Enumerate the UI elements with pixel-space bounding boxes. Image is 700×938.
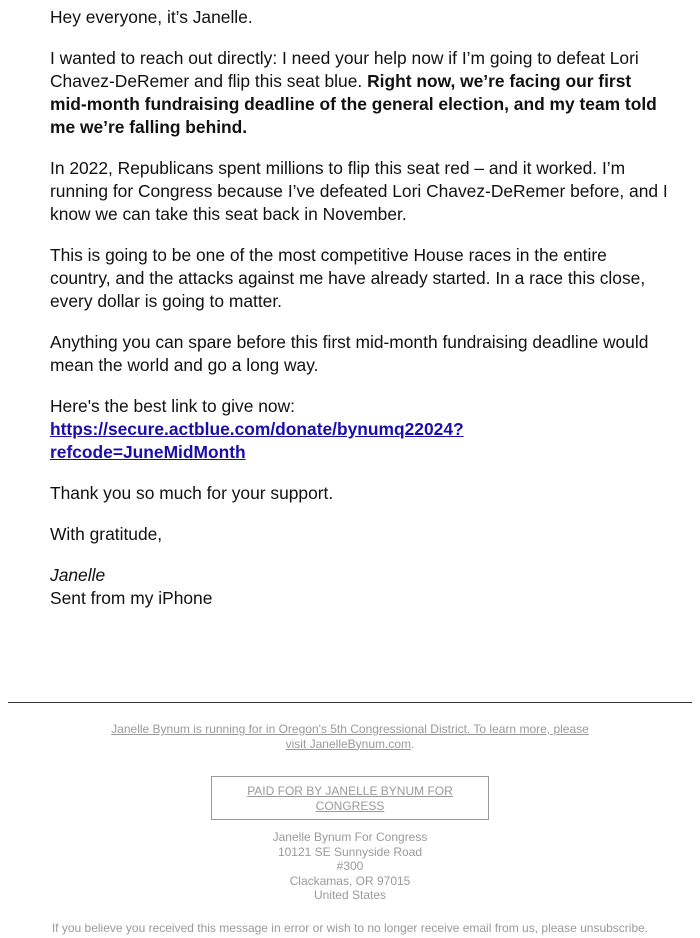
unsubscribe-text[interactable]: If you believe you received this message in error or wish to no longer receive email from us, please unsubscribe. [51,920,649,935]
learn-more-link[interactable]: Janelle Bynum is running for in Oregon's 5th Congressional District. To learn more, please visit JanelleBynum.com [111,722,589,751]
paragraph-1 [50,47,670,139]
paragraph-4: Anything you can spare before this first mid-month fundraising deadline would mean the world and go a long way. [50,332,649,375]
donate-intro: Here's the best link to give now: [50,396,295,416]
paragraph-1-bold: Right now, we’re facing our first mid-month fundraising deadline of the general election, and my team told me we’re falling behind. [50,71,657,137]
mailing-address [0,830,700,903]
footer [0,722,700,935]
signature [50,564,670,610]
footer-note [105,722,595,751]
greeting: Hey everyone, it’s Janelle. [50,7,253,27]
donate-link-line-1: https://secure.actblue.com/donate/bynumq22024? [50,419,464,439]
donate-link-line-2: refcode=JuneMidMonth [50,442,246,462]
address-org: Janelle Bynum For Congress [272,830,428,844]
signature-name: Janelle [50,565,106,585]
donate-section [50,395,670,464]
donate-link[interactable] [50,419,464,462]
address-street: 10121 SE Sunnyside Road [277,844,423,859]
paid-for-box[interactable]: PAID FOR BY JANELLE BYNUM FOR CONGRESS [211,776,489,820]
email-body [50,6,670,628]
paragraph-1-text: I wanted to reach out directly: I need your help now if I’m going to defeat Lori Chavez-DeRemer and flip this seat blue. [50,48,639,91]
sent-from: Sent from my iPhone [50,588,213,608]
address-city: Clackamas, OR 97015 [289,873,411,888]
paragraph-3: This is going to be one of the most competitive House races in the entire country, and the attacks against me have already started. In a race this close, every dollar is going to matter. [50,245,646,311]
closing: With gratitude, [50,524,163,544]
thanks: Thank you so much for your support. [50,483,334,503]
footer-divider [8,702,692,703]
address-country: United States [313,888,387,902]
address-suite: #300 [336,859,364,873]
footer-note-period: . [411,736,415,751]
paragraph-2: In 2022, Republicans spent millions to flip this seat red – and it worked. I’m running for Congress because I’ve defeated Lori Chavez-DeRemer before, and I know we can take this seat back in November. [50,158,668,224]
